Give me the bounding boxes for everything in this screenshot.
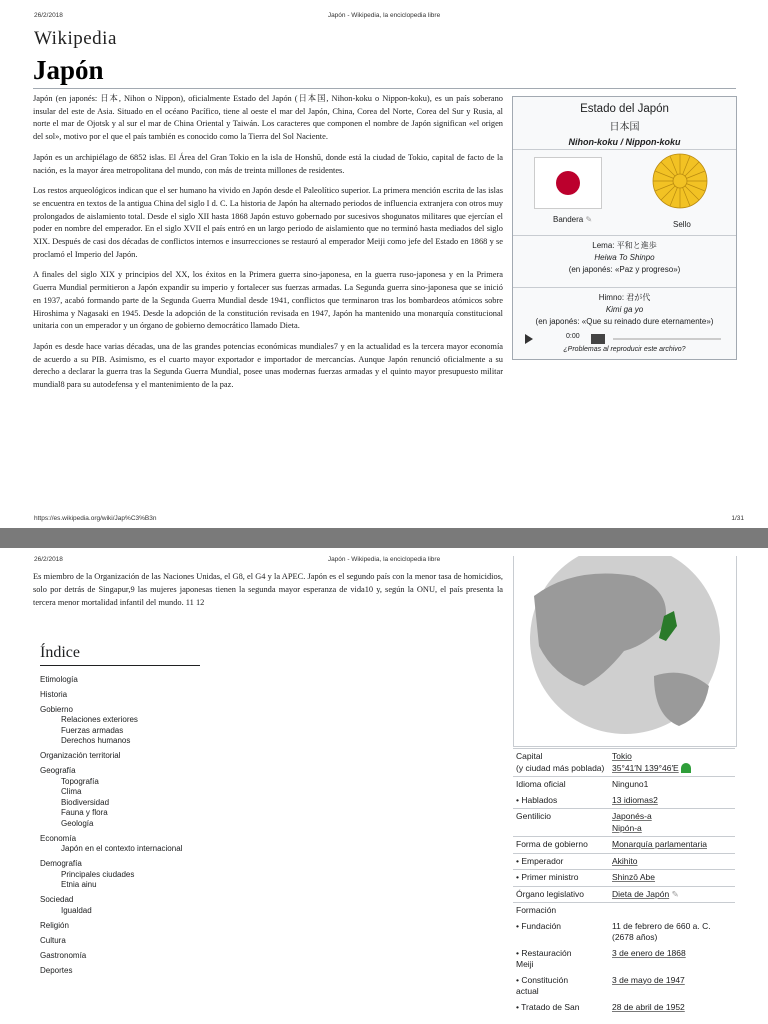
toc-item[interactable]: Gobierno <box>40 704 73 714</box>
table-row <box>513 853 735 870</box>
row-value[interactable]: 3 de enero de 1868 <box>612 947 686 958</box>
table-row <box>513 777 735 793</box>
toc-item[interactable]: Demografía <box>40 859 82 868</box>
print-header-title: Japón - Wikipedia, la enciclopedia libre <box>327 556 441 563</box>
title-divider <box>33 88 736 89</box>
print-footer-page: 1/31 <box>731 515 744 522</box>
print-header-date: 26/2/2018 <box>34 556 63 563</box>
table-row <box>513 946 735 973</box>
row-key: • Restauración Meiji <box>516 947 572 969</box>
motto-romaji: Heiwa To Shinpo <box>594 253 655 262</box>
row-value[interactable]: Monarquía parlamentaria <box>609 837 735 854</box>
divider <box>513 287 736 288</box>
toc-item[interactable]: Historia <box>40 689 68 699</box>
toc-item[interactable]: Economía <box>40 833 77 843</box>
audio-player <box>521 333 726 345</box>
flag-sun-disc <box>556 171 580 195</box>
row-key: Idioma oficial <box>513 777 609 793</box>
print-header-title: Japón - Wikipedia, la enciclopedia libre <box>327 12 441 19</box>
orthographic-map-image[interactable] <box>513 556 737 747</box>
row-key: Capital (y ciudad más poblada) <box>513 749 609 777</box>
row-value <box>609 903 735 919</box>
row-value[interactable]: 3 de mayo de 1947 <box>612 974 685 985</box>
row-key: • Hablados <box>516 794 558 805</box>
row-value[interactable]: 13 idiomas2 <box>612 794 658 805</box>
row-value: Tokio 35°41′N 139°46′E <box>609 749 735 777</box>
article-title: Japón <box>33 55 104 85</box>
flag-caption[interactable]: Bandera ✎ <box>553 215 593 224</box>
toc-divider <box>40 665 200 666</box>
infobox <box>512 96 737 360</box>
motto-translation: (en japonés: «Paz y progreso») <box>568 265 681 274</box>
paragraph: A finales del siglo XIX y principios del XX, los éxitos en la Primera guerra sino-japonesa, en la guerra ruso-japonesa y en la Primera Guerra Mundial permitieron a Japón expandir su imperio y fortalecer sus fuerzas armadas. La Segunda guerra sino-japonesa que se inició en 1937, acabó formando parte de la Segunda Guerra Mundial desde 1941, conflictos que terminaron tras los bombardeos atómicos sobre Hiroshima y Nagasaki en 1945. Desde la adopción de la constitución revisada en 1947, Japón ha mantenido una monarquía constitucional unitaria con un emperador y un órgano de gobierno democrático llamado Dieta. <box>33 270 503 331</box>
infobox-native-name: 日本国 <box>609 122 640 133</box>
tree-icon <box>681 763 691 773</box>
row-key: Gentilicio <box>513 809 609 837</box>
paragraph: Es miembro de la Organización de las Naciones Unidas, el G8, el G4 y la APEC. Japón es el segundo país con la menor tasa de homicidios, solo por detrás de Singapur,9 las mujeres japonesas tienen la segunda mayor esperanza de vida10 y, según la ONU, el país presenta la tercera menor mortalidad infantil del mundo. 11 12 <box>33 572 503 607</box>
toc-subitem[interactable]: Biodiversidad <box>61 797 110 807</box>
divider <box>513 235 736 236</box>
print-header-date: 26/2/2018 <box>34 12 63 19</box>
toc-item[interactable]: Religión <box>40 920 69 930</box>
toc-item[interactable]: Organización territorial <box>40 751 121 760</box>
wikipedia-wordmark[interactable]: Wikipedia <box>34 28 117 49</box>
row-value: Dieta de Japón ✎ <box>609 886 735 903</box>
table-row <box>513 793 735 809</box>
play-icon[interactable] <box>525 334 533 344</box>
toc-item[interactable]: Cultura <box>40 935 66 945</box>
row-key: • Emperador <box>513 853 609 870</box>
paragraph: Japón es un archipiélago de 6852 islas. El Área del Gran Tokio en la isla de Honshū, donde está la ciudad de Tokio, capital de facto de la nación, es la mayor área metropolitana del mundo, con más de treinta millones de residentes. <box>33 152 503 175</box>
flag-image[interactable] <box>534 157 602 209</box>
edit-pencil-icon[interactable]: ✎ <box>671 888 679 899</box>
toc-item[interactable]: Sociedad <box>40 895 74 904</box>
motto-block <box>513 240 736 276</box>
toc-subitem[interactable]: Igualdad <box>61 905 92 915</box>
anthem-block <box>513 292 736 328</box>
toc-subitem[interactable]: Japón en el contexto internacional <box>61 844 183 853</box>
paragraph: Los restos arqueológicos indican que el ser humano ha vivido en Japón desde el Paleolítico superior. La primera mención escrita de las islas se encuentra en textos de la antigua China del siglo I d. C. La historia de Japón ha alternado periodos de influencia extranjera con otros muy prolongados de aislamiento total. Desde el siglo XII hasta 1868 Japón estuvo gobernado por sucesivos shogunatos militares que ejercían el poder en nombre del emperador. En el siglo XVII el país entró en un largo periodo de aislamiento que no terminó hasta mediados del siglo XIX. Después de casi dos décadas de conflictos internos e insurrecciones se restauró al emperador Meiji como jefe del Estado en 1868 y se proclamó el Imperio del Japón. <box>33 186 503 259</box>
row-key: Forma de gobierno <box>513 837 609 854</box>
row-value[interactable]: Akihito <box>609 853 735 870</box>
imperial-seal-image[interactable] <box>651 152 709 210</box>
toc-item[interactable]: Deportes <box>40 965 73 975</box>
anthem-translation: (en japonés: «Que su reinado dure eternamente») <box>535 317 714 326</box>
table-row <box>513 919 735 946</box>
table-of-contents <box>40 644 220 976</box>
row-value: Ninguno1 <box>609 777 735 793</box>
volume-icon[interactable] <box>591 334 605 344</box>
infobox-title: Estado del Japón <box>580 103 669 115</box>
infobox-romanized-name: Nihon-koku / Nippon-koku <box>568 137 681 147</box>
toc-subitem[interactable]: Fuerzas armadas <box>61 725 124 735</box>
globe-map-icon <box>514 556 736 746</box>
row-key: Órgano legislativo <box>513 886 609 903</box>
toc-subitem[interactable]: Geología <box>61 818 94 828</box>
article-body <box>33 570 503 609</box>
anthem-romaji: Kimi ga yo <box>605 305 644 314</box>
row-value: 11 de febrero de 660 a. C. (2678 años) <box>612 920 711 942</box>
toc-subitem[interactable]: Derechos humanos <box>61 736 131 745</box>
anthem-label[interactable]: Himno: 君が代 <box>598 293 651 302</box>
toc-title: Índice <box>40 644 80 661</box>
toc-item[interactable]: Geografía <box>40 766 76 775</box>
table-row <box>513 809 735 837</box>
row-value[interactable]: Japonés-a Nipón-a <box>609 809 735 837</box>
row-value[interactable]: Shinzō Abe <box>609 870 735 887</box>
article-body <box>33 93 503 400</box>
pdf-page-2 <box>0 548 768 1024</box>
print-footer-url: https://es.wikipedia.org/wiki/Jap%C3%B3n <box>34 515 157 522</box>
infobox-data-table <box>513 748 735 1015</box>
edit-pencil-icon[interactable]: ✎ <box>585 215 593 224</box>
row-key: • Tratado de San <box>516 1001 580 1012</box>
paragraph: Japón (en japonés: 日本, Nihon o Nippon), oficialmente Estado del Japón (日本国, Nihon-koku o Nippon-koku), es un país soberano insular del este de Asia. Situado en el océano Pacífico, tiene al oeste el mar del Japón, China, Corea del Norte, Corea del Sur y Rusia, al norte el mar de Ojotsk y al sur el mar de China Oriental y Taiwán. Los caracteres que componen el nombre de Japón significan «el origen del sol», motivo por el que el país también es conocido como la Tierra del Sol Naciente. <box>33 94 503 142</box>
table-row <box>513 1000 735 1016</box>
row-key: • Constitución actual <box>516 974 569 996</box>
seal-caption[interactable]: Sello <box>673 220 691 229</box>
toc-subitem[interactable]: Etnia ainu <box>61 880 97 889</box>
table-row <box>513 749 735 777</box>
toc-subitem[interactable]: Clima <box>61 787 82 796</box>
divider <box>513 149 736 150</box>
motto-label[interactable]: Lema: 平和と進歩 <box>592 241 657 250</box>
toc-subitem[interactable]: Topografía <box>61 776 99 786</box>
row-key: • Fundación <box>516 920 562 931</box>
player-help-link[interactable]: ¿Problemas al reproducir este archivo? <box>563 346 686 353</box>
row-key: Formación <box>513 903 609 919</box>
seek-bar[interactable] <box>613 338 721 340</box>
toc-item[interactable]: Etimología <box>40 674 78 684</box>
table-row <box>513 903 735 919</box>
toc-item[interactable]: Gastronomía <box>40 950 87 960</box>
table-row <box>513 837 735 854</box>
table-row <box>513 870 735 887</box>
player-time: 0:00 <box>566 333 580 340</box>
toc-subitem[interactable]: Fauna y flora <box>61 808 108 817</box>
toc-subitem[interactable]: Relaciones exteriores <box>61 715 138 724</box>
row-key: • Primer ministro <box>513 870 609 887</box>
row-value[interactable]: 28 de abril de 1952 <box>612 1001 685 1012</box>
paragraph: Japón es desde hace varias décadas, una de las grandes potencias económicas mundiales7 y en la actualidad es la tercera mayor economía de acuerdo a su PIB. Asimismo, es el cuarto mayor exportador e importador de mercancías. Aunque Japón renunció oficialmente a su derecho a declarar la guerra tras la Segunda Guerra Mundial, posee unas modernas fuerzas armadas y el quinto mayor presupuesto militar mundial8 para su autodefensa y el mantenimiento de la paz. <box>33 341 503 390</box>
table-row <box>513 886 735 903</box>
toc-subitem[interactable]: Principales ciudades <box>61 869 135 879</box>
table-row <box>513 973 735 1000</box>
